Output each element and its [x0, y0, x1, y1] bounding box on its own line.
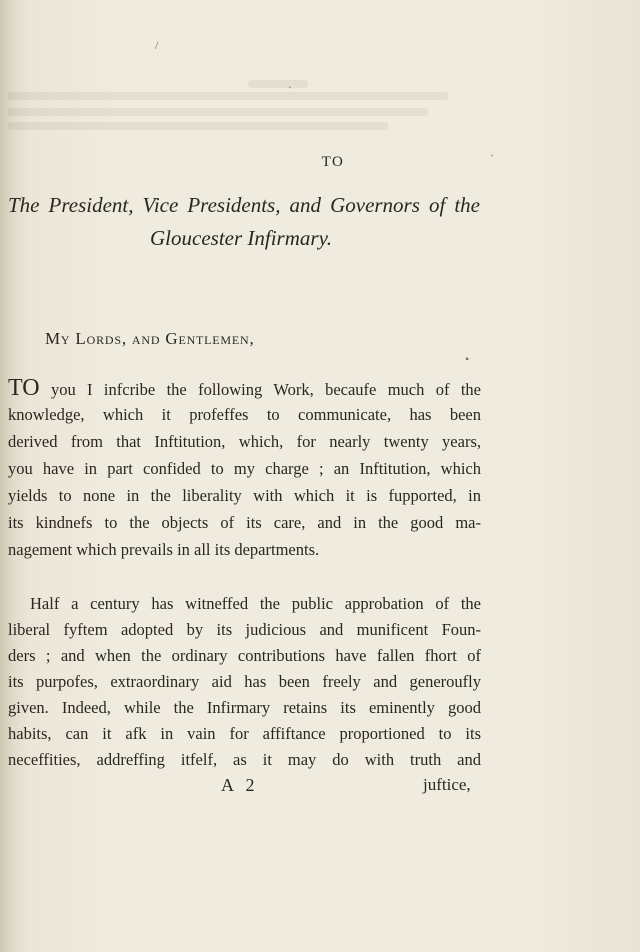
paragraph2-line-5: given. Indeed, while the Infirmary retains its eminently good — [8, 698, 481, 717]
page-speck: • — [465, 352, 470, 366]
paragraph1-line-3: derived from that Inftitution, which, for nearly twenty years, — [8, 432, 481, 451]
paragraph2-line-6: habits, can it afk in vain for affiftance proportioned to its — [8, 724, 481, 743]
paragraph2-line-2: liberal fyftem adopted by its judicious and munificent Foun- — [8, 620, 481, 639]
paragraph2-line-4: its purpofes, extraordinary aid has been freely and generoufly — [8, 672, 481, 691]
paragraph1-line-1: TO you I infcribe the following Work, becaufe much of the — [8, 375, 482, 401]
salutation: My Lords, and Gentlemen, — [45, 329, 255, 348]
page-speck: ˋ — [490, 152, 494, 166]
paragraph1-line-5: yields to none in the liberality with which it is fupported, in — [8, 486, 481, 505]
drop-cap: TO — [8, 375, 40, 401]
paragraph1-line-7: nagement which prevails in all its departments. — [8, 540, 320, 559]
dedication-line-1: The President, Vice Presidents, and Governors of the — [8, 193, 480, 217]
paragraph2-line-1: Half a century has witneffed the public approbation of the — [30, 594, 481, 613]
signature-mark: A 2 — [221, 775, 259, 795]
paragraph2-line-7: neceffities, addreffing itfelf, as it may do with truth and — [8, 750, 481, 769]
page-speck: ˎ — [288, 75, 292, 89]
page-speck: / — [155, 38, 159, 52]
paragraph1-line-4: you have in part confided to my charge ; an Inftitution, which — [8, 459, 481, 478]
catchword: juftice, — [423, 775, 471, 794]
dedication-to-heading: TO — [321, 154, 345, 170]
paragraph1-line-6: its kindnefs to the objects of its care, and in the good ma- — [8, 513, 481, 532]
paragraph1-line-2: knowledge, which it profeffes to communicate, has been — [8, 405, 481, 424]
dedication-line-2: Gloucester Infirmary. — [150, 226, 332, 250]
paragraph2-line-3: ders ; and when the ordinary contributions have fallen fhort of — [8, 646, 481, 665]
